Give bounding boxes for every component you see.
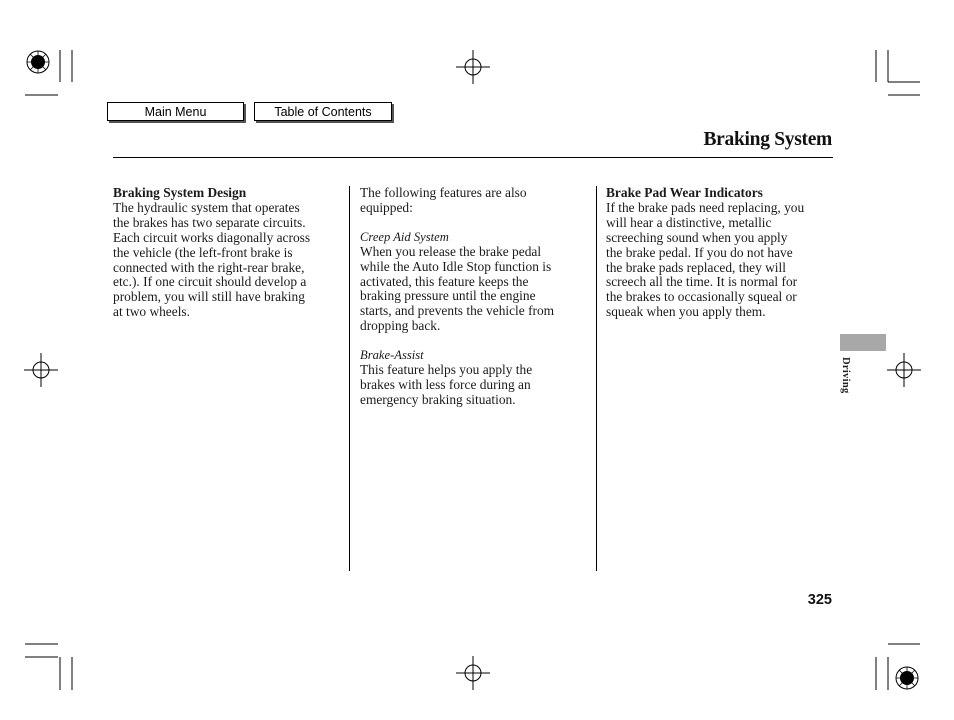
starburst-mark-bottom-right <box>896 667 918 689</box>
crop-mark-bottom-left <box>25 644 72 690</box>
registration-target-top <box>456 50 490 84</box>
column-braking-system-design <box>113 186 341 320</box>
text-line: If the brake pads need replacing, you <box>606 199 805 215</box>
text-line: screeching sound when you apply <box>606 229 788 245</box>
text-line: screech all the time. It is normal for <box>606 274 798 290</box>
main-menu-button[interactable]: Main Menu <box>107 102 244 121</box>
section-heading-pads: Brake Pad Wear Indicators <box>606 185 763 200</box>
section-tab-marker <box>840 334 886 351</box>
section-tab-label: Driving <box>840 357 851 394</box>
text-line: connected with the right-rear brake, <box>113 259 305 275</box>
text-line: while the Auto Idle Stop function is <box>360 258 552 274</box>
text-line: dropping back. <box>360 318 441 334</box>
text-line: squeak when you apply them. <box>606 304 766 320</box>
registration-target-right <box>887 353 921 387</box>
subheading-brake-assist: Brake-Assist <box>360 348 424 363</box>
crop-mark-top-right <box>876 50 920 95</box>
text-line: Each circuit works diagonally across <box>113 229 311 245</box>
column-features <box>360 186 588 408</box>
text-line: at two wheels. <box>113 304 190 320</box>
text-line: brakes with less force during an <box>360 376 531 392</box>
text-line: activated, this feature keeps the <box>360 273 529 289</box>
text-line: When you release the brake pedal <box>360 243 542 259</box>
column-divider-2 <box>596 186 597 571</box>
table-of-contents-button[interactable]: Table of Contents <box>254 102 392 121</box>
text-line: emergency braking situation. <box>360 391 516 407</box>
starburst-mark-top-left <box>27 51 49 73</box>
design-text <box>113 201 341 320</box>
text-line: will hear a distinctive, metallic <box>606 214 772 230</box>
text-line: the vehicle (the left-front brake is <box>113 244 293 260</box>
features-intro <box>360 186 588 216</box>
pads-text <box>606 201 834 320</box>
text-line: braking pressure until the engine <box>360 288 536 304</box>
text-line: the brakes to occasionally squeal or <box>606 289 797 305</box>
text-line: The hydraulic system that operates <box>113 199 300 215</box>
creep-aid-text <box>360 245 588 334</box>
column-brake-pad-wear <box>606 186 834 320</box>
text-line: equipped: <box>360 199 413 215</box>
text-line: This feature helps you apply the <box>360 362 533 378</box>
text-line: the brake pads replaced, they will <box>606 259 786 275</box>
page-title: Braking System <box>703 129 832 150</box>
text-line: the brakes has two separate circuits. <box>113 214 306 230</box>
section-heading-design: Braking System Design <box>113 185 247 200</box>
text-line: etc.). If one circuit should develop a <box>113 274 307 290</box>
page-number: 325 <box>807 592 832 608</box>
text-line: problem, you will still have braking <box>113 289 305 305</box>
registration-target-left <box>24 353 58 387</box>
column-divider-1 <box>349 186 350 571</box>
registration-target-bottom <box>456 656 490 690</box>
text-line: starts, and prevents the vehicle from <box>360 303 555 319</box>
brake-assist-text <box>360 363 588 408</box>
title-rule <box>113 157 833 158</box>
subheading-creep-aid: Creep Aid System <box>360 229 449 244</box>
text-line: the brake pedal. If you do not have <box>606 244 793 260</box>
text-line: The following features are also <box>360 185 527 200</box>
